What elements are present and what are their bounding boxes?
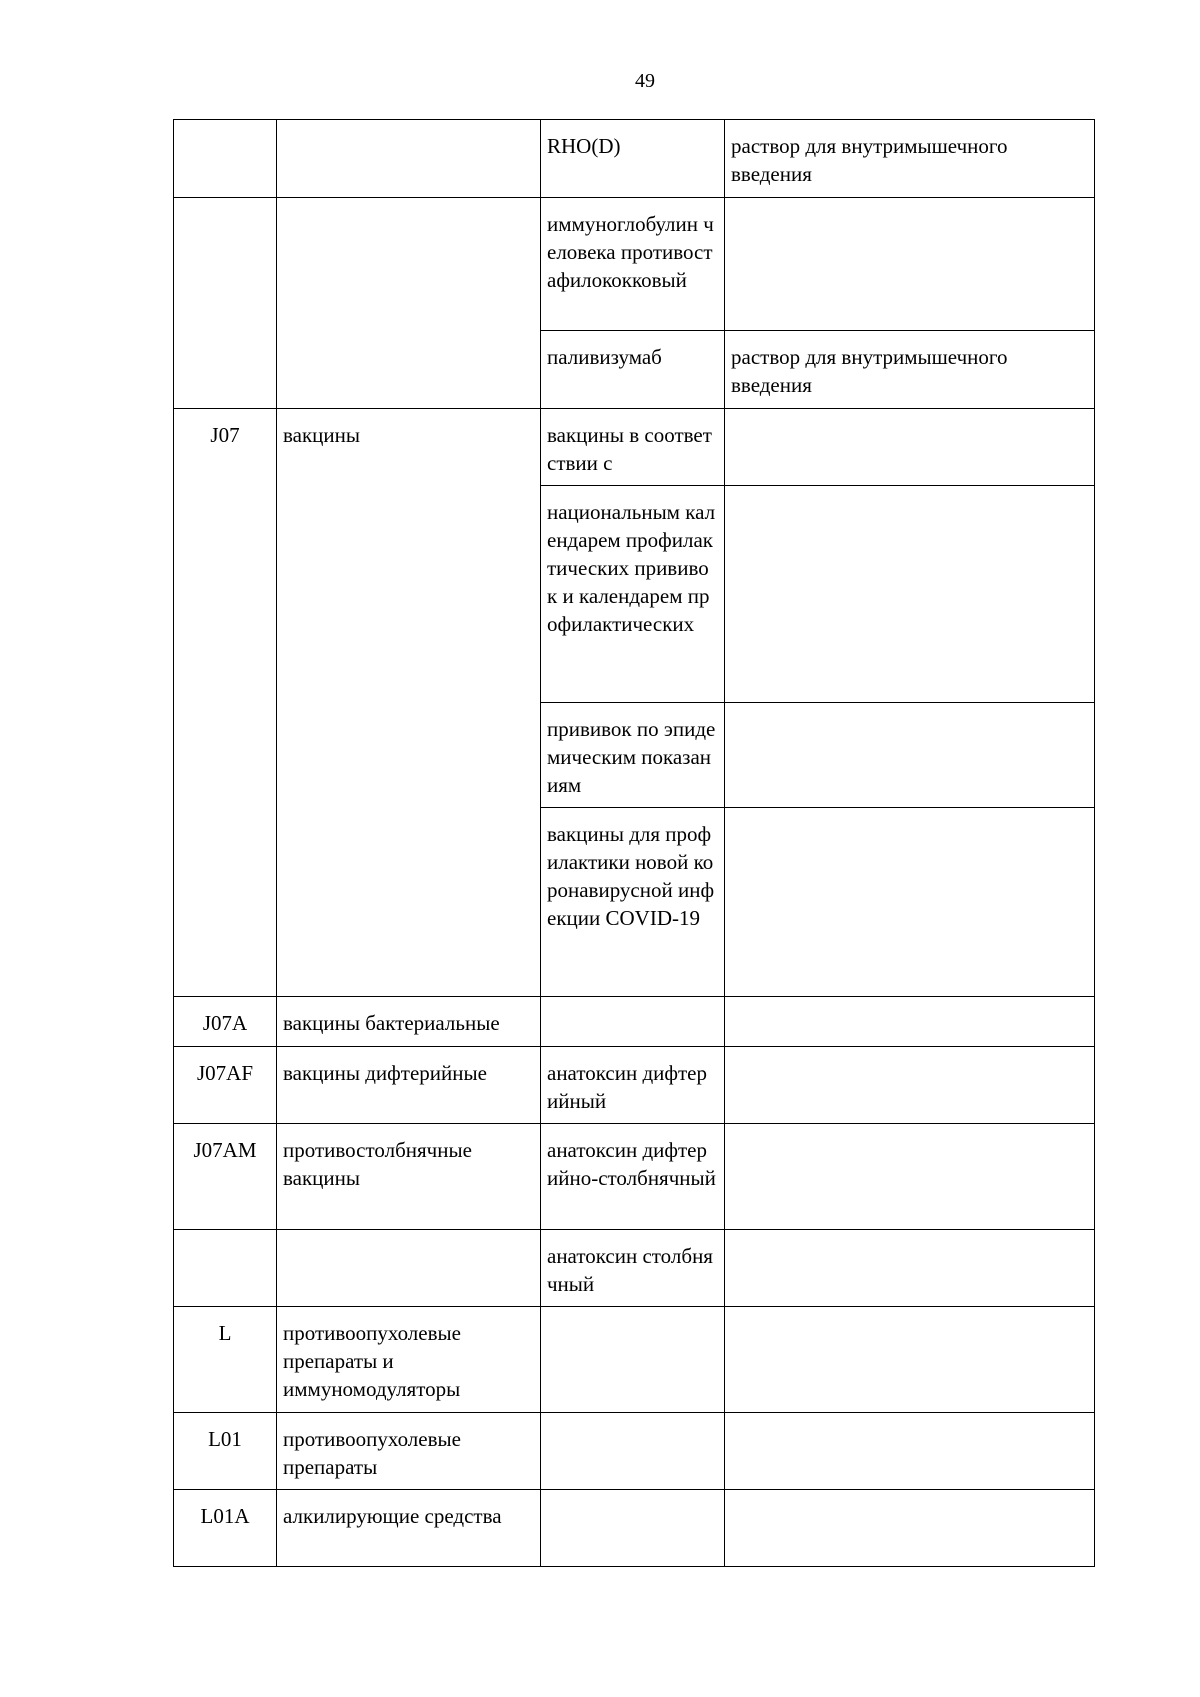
group-name-cell: вакцины дифтерийные [277,1047,541,1124]
dosage-form-cell: раствор для внутримышечного введения [725,331,1095,409]
drug-name-cell [541,1413,725,1490]
table-row [174,120,1095,198]
dosage-form-cell: раствор для внутримышечного введения [725,120,1095,198]
atc-code-cell: J07 [174,409,277,997]
table-row [174,409,1095,486]
drug-name-cell: иммуноглобулин человека противостафилококковый [541,198,725,331]
drug-name-cell: прививок по эпидемическим показаниям [541,703,725,808]
drug-name-cell: анатоксин дифтерийный [541,1047,725,1124]
drug-name-cell: RHO(D) [541,120,725,198]
atc-code-cell [174,120,277,198]
drug-name-cell: анатоксин столбнячный [541,1230,725,1307]
group-name-cell [277,1230,541,1307]
table-row [174,198,1095,331]
table-row [174,1490,1095,1567]
dosage-form-cell [725,198,1095,331]
atc-code-cell: L01 [174,1413,277,1490]
drug-name-cell [541,1490,725,1567]
group-name-cell: противоопухолевые препараты и иммуномодуляторы [277,1307,541,1413]
drug-name-cell: национальным календарем профилактических прививок и календарем профилактических [541,486,725,703]
dosage-form-cell [725,703,1095,808]
dosage-form-cell [725,409,1095,486]
atc-code-cell: L [174,1307,277,1413]
group-name-cell: вакцины бактериальные [277,997,541,1047]
drug-name-cell: вакцины в соответствии с [541,409,725,486]
atc-code-cell: J07A [174,997,277,1047]
dosage-form-cell [725,1413,1095,1490]
dosage-form-cell [725,486,1095,703]
drug-name-cell: вакцины для профилактики новой коронавирусной инфекции COVID-19 [541,808,725,997]
dosage-form-cell [725,1230,1095,1307]
table-row [174,1413,1095,1490]
group-name-cell: алкилирующие средства [277,1490,541,1567]
atc-code-cell: J07AF [174,1047,277,1124]
table-row [174,1047,1095,1124]
table-row [174,997,1095,1047]
atc-code-cell [174,198,277,409]
group-name-cell: противостолбнячные вакцины [277,1124,541,1230]
drug-name-cell: паливизумаб [541,331,725,409]
dosage-form-cell [725,1124,1095,1230]
table-row [174,1307,1095,1413]
dosage-form-cell [725,1307,1095,1413]
table-row [174,1230,1095,1307]
page-number: 49 [635,70,655,92]
dosage-form-cell [725,997,1095,1047]
dosage-form-cell [725,1047,1095,1124]
atc-code-cell [174,1230,277,1307]
table-row [174,1124,1095,1230]
group-name-cell [277,198,541,409]
drug-name-cell [541,997,725,1047]
dosage-form-cell [725,1490,1095,1567]
drug-name-cell: анатоксин дифтерийно-столбнячный [541,1124,725,1230]
atc-code-cell: L01A [174,1490,277,1567]
drug-name-cell [541,1307,725,1413]
group-name-cell: вакцины [277,409,541,997]
group-name-cell [277,120,541,198]
atc-code-cell: J07AM [174,1124,277,1230]
group-name-cell: противоопухолевые препараты [277,1413,541,1490]
dosage-form-cell [725,808,1095,997]
drug-table [173,119,1095,1567]
